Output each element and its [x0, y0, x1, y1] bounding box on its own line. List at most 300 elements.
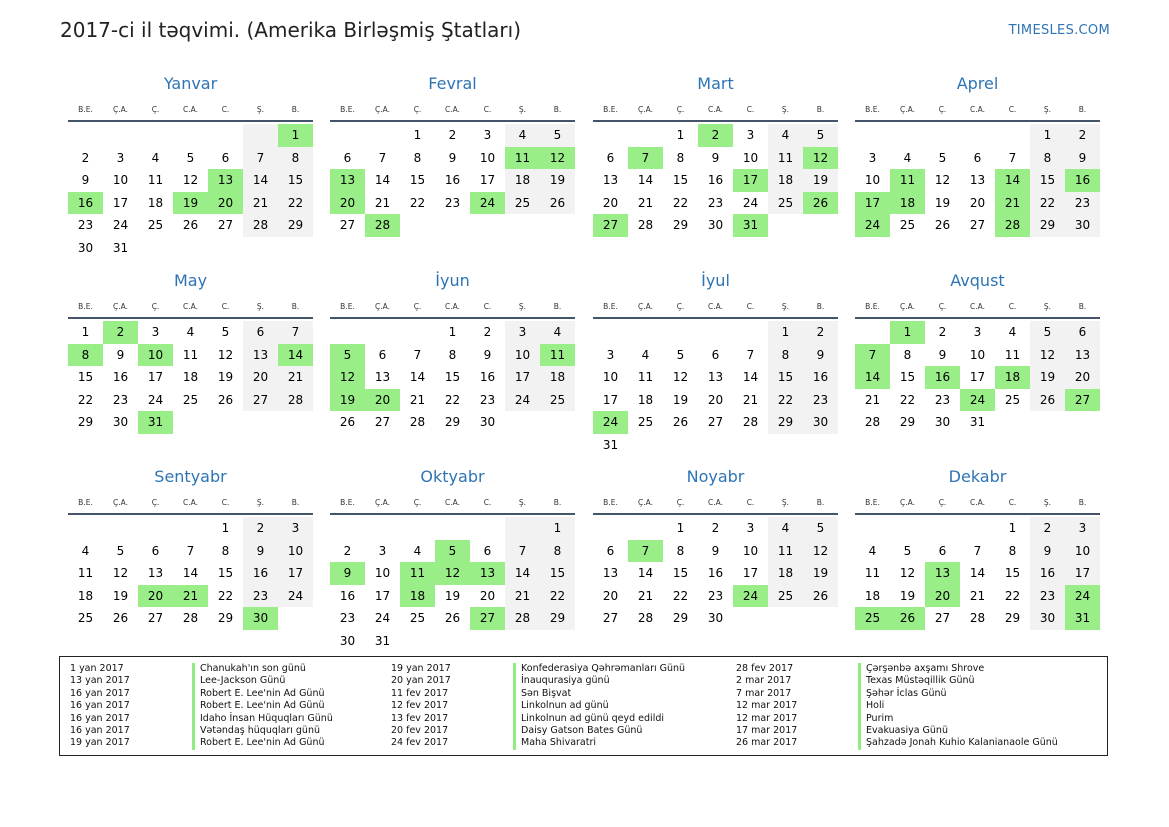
- day-cell: 23: [707, 195, 724, 210]
- weekday-label: B.E.: [865, 498, 880, 507]
- day-cell: 22: [768, 389, 803, 412]
- day-cell: 12: [803, 540, 838, 563]
- empty-day-cell: [330, 321, 365, 344]
- day-cell: 13: [707, 370, 724, 385]
- empty-day-cell: [138, 517, 173, 540]
- day-cell: 10: [112, 173, 129, 188]
- day-cell: 6: [973, 150, 982, 165]
- weekday-label: B.E.: [78, 498, 93, 507]
- weekday-label: Ç.: [413, 105, 422, 114]
- weekday-label: B.E.: [340, 105, 355, 114]
- day-cell: 6: [711, 347, 720, 362]
- day-cell: 25: [768, 192, 803, 215]
- holiday-day-cell: 8: [68, 344, 103, 367]
- day-cell: 19: [540, 169, 575, 192]
- day-cell: 22: [1030, 192, 1065, 215]
- holiday-day-cell: 16: [68, 192, 103, 215]
- holiday-day-cell: 27: [470, 607, 505, 630]
- holiday-day-cell: 20: [138, 585, 173, 608]
- day-cell: 25: [77, 611, 94, 626]
- weekday-label: B.E.: [340, 302, 355, 311]
- weekday-label: C.: [483, 498, 492, 507]
- day-cell: 1: [448, 325, 457, 340]
- weekday-label: Ç.A.: [637, 302, 653, 311]
- holiday-day-cell: 28: [365, 214, 400, 237]
- holiday-day-cell: 12: [540, 147, 575, 170]
- day-cell: 8: [676, 150, 685, 165]
- day-cell: 18: [505, 169, 540, 192]
- day-cell: 29: [672, 611, 689, 626]
- weekday-label: Ç.A.: [374, 302, 390, 311]
- day-cell: 5: [186, 150, 195, 165]
- day-cell: 10: [1065, 540, 1100, 563]
- weekday-label: B.: [553, 302, 562, 311]
- day-cell: 12: [899, 566, 916, 581]
- weekday-label: Ş.: [781, 302, 790, 311]
- holiday-name: Maha Shivaratri: [513, 737, 596, 749]
- holiday-name: Robert E. Lee'nin Ad Günü: [192, 700, 325, 712]
- day-cell: 10: [278, 540, 313, 563]
- site-link[interactable]: TIMESLES.COM: [1008, 23, 1110, 38]
- day-cell: 9: [448, 150, 457, 165]
- weekday-label: Ş.: [256, 498, 265, 507]
- day-cell: 10: [479, 150, 496, 165]
- weekday-label: B.E.: [603, 498, 618, 507]
- day-cell: 7: [186, 543, 195, 558]
- day-cell: 12: [182, 173, 199, 188]
- day-cell: 21: [243, 192, 278, 215]
- day-cell: 17: [278, 562, 313, 585]
- weekday-label: C.: [221, 498, 230, 507]
- day-cell: 27: [969, 218, 986, 233]
- holiday-date: 2 mar 2017: [736, 675, 792, 687]
- day-cell: 17: [969, 370, 986, 385]
- day-cell: 21: [969, 588, 986, 603]
- day-cell: 12: [934, 173, 951, 188]
- day-cell: 14: [969, 566, 986, 581]
- day-cell: 9: [1065, 147, 1100, 170]
- day-cell: 25: [505, 192, 540, 215]
- day-cell: 15: [1004, 566, 1021, 581]
- day-grid: [330, 517, 575, 652]
- day-cell: 6: [378, 347, 387, 362]
- day-cell: 7: [278, 321, 313, 344]
- day-cell: 18: [182, 370, 199, 385]
- holiday-name: Chanukah'ın son günü: [192, 663, 306, 675]
- month-name: Noyabr: [686, 467, 745, 486]
- day-cell: 18: [77, 588, 94, 603]
- month-name: Fevral: [428, 74, 477, 93]
- holiday-name: Evakuasiya Günü: [858, 725, 948, 737]
- day-cell: 12: [1030, 344, 1065, 367]
- holiday-day-cell: 14: [278, 344, 313, 367]
- day-cell: 29: [672, 218, 689, 233]
- month-3: [593, 72, 838, 237]
- holiday-day-cell: 24: [960, 389, 995, 412]
- day-cell: 23: [339, 611, 356, 626]
- holiday-day-cell: 21: [173, 585, 208, 608]
- day-cell: 30: [934, 415, 951, 430]
- holiday-day-cell: 14: [855, 366, 890, 389]
- day-cell: 13: [243, 344, 278, 367]
- day-cell: 29: [768, 411, 803, 434]
- weekday-label: B.: [1078, 302, 1087, 311]
- legend-row: [736, 675, 1058, 687]
- day-cell: 13: [1065, 344, 1100, 367]
- holiday-date: 19 yan 2017: [391, 663, 451, 674]
- day-cell: 5: [1030, 321, 1065, 344]
- holiday-day-cell: 24: [1065, 585, 1100, 608]
- day-cell: 9: [81, 173, 90, 188]
- day-cell: 3: [378, 543, 387, 558]
- holiday-day-cell: 30: [243, 607, 278, 630]
- weekday-label: B.: [1078, 105, 1087, 114]
- day-cell: 5: [803, 517, 838, 540]
- day-cell: 27: [934, 611, 951, 626]
- day-cell: 8: [903, 347, 912, 362]
- day-cell: 30: [112, 415, 129, 430]
- holiday-day-cell: 16: [1065, 169, 1100, 192]
- holiday-date: 11 fev 2017: [391, 687, 449, 699]
- weekday-label: Ç.A.: [112, 498, 128, 507]
- holiday-day-cell: 7: [628, 540, 663, 563]
- legend-row: [736, 713, 1058, 725]
- day-cell: 1: [81, 325, 90, 340]
- holiday-day-cell: 1: [890, 321, 925, 344]
- day-cell: 27: [147, 611, 164, 626]
- holiday-name: Lee-Jackson Günü: [192, 675, 285, 687]
- legend-row: [70, 663, 333, 675]
- day-cell: 13: [969, 173, 986, 188]
- day-cell: 19: [803, 169, 838, 192]
- day-cell: 3: [116, 150, 125, 165]
- day-cell: 28: [637, 611, 654, 626]
- day-cell: 10: [864, 173, 881, 188]
- day-cell: 31: [969, 415, 986, 430]
- day-cell: 7: [378, 150, 387, 165]
- day-cell: 26: [217, 392, 234, 407]
- holiday-day-cell: 27: [1065, 389, 1100, 412]
- weekday-label: Ç.A.: [899, 498, 915, 507]
- weekday-label: C.: [1008, 105, 1017, 114]
- holiday-day-cell: 11: [400, 562, 435, 585]
- empty-day-cell: [890, 124, 925, 147]
- month-name: Oktyabr: [420, 467, 485, 486]
- weekday-label: C.: [746, 105, 755, 114]
- holiday-name: Konfederasiya Qəhrəmanları Günü: [513, 663, 685, 675]
- weekday-label: B.E.: [865, 302, 880, 311]
- empty-day-cell: [365, 124, 400, 147]
- month-name: Mart: [697, 74, 734, 93]
- weekday-label: C.A.: [969, 105, 985, 114]
- day-cell: 5: [938, 150, 947, 165]
- holiday-day-cell: 24: [855, 214, 890, 237]
- day-cell: 5: [221, 325, 230, 340]
- day-grid: [68, 321, 313, 434]
- day-cell: 28: [864, 415, 881, 430]
- day-cell: 28: [742, 415, 759, 430]
- day-cell: 29: [540, 607, 575, 630]
- month-name: Yanvar: [163, 74, 218, 93]
- empty-day-cell: [68, 124, 103, 147]
- legend-row: [736, 737, 1058, 749]
- day-cell: 30: [1030, 607, 1065, 630]
- holiday-day-cell: 7: [628, 147, 663, 170]
- day-cell: 15: [409, 173, 426, 188]
- day-cell: 1: [1008, 521, 1017, 536]
- day-cell: 21: [278, 366, 313, 389]
- holiday-date: 12 mar 2017: [736, 700, 798, 712]
- day-grid: [855, 321, 1100, 434]
- day-cell: 28: [243, 214, 278, 237]
- holiday-date: 16 yan 2017: [70, 724, 130, 736]
- weekday-label: Ş.: [256, 302, 265, 311]
- empty-day-cell: [593, 321, 628, 344]
- day-cell: 6: [243, 321, 278, 344]
- empty-day-cell: [330, 517, 365, 540]
- weekday-label: C.A.: [444, 302, 460, 311]
- day-cell: 9: [1030, 540, 1065, 563]
- day-cell: 15: [540, 562, 575, 585]
- day-cell: 18: [864, 588, 881, 603]
- empty-day-cell: [698, 321, 733, 344]
- day-cell: 4: [1008, 325, 1017, 340]
- day-cell: 17: [602, 392, 619, 407]
- holiday-day-cell: 2: [103, 321, 138, 344]
- day-cell: 15: [217, 566, 234, 581]
- day-cell: 27: [374, 415, 391, 430]
- weekday-label: Ç.A.: [899, 302, 915, 311]
- month-name: Avqust: [950, 271, 1005, 290]
- day-cell: 25: [899, 218, 916, 233]
- day-cell: 16: [479, 370, 496, 385]
- weekday-label: B.: [816, 105, 825, 114]
- day-cell: 4: [186, 325, 195, 340]
- holiday-date: 26 mar 2017: [736, 737, 798, 749]
- holiday-name: Daisy Gatson Bates Günü: [513, 725, 642, 737]
- day-cell: 21: [505, 585, 540, 608]
- empty-day-cell: [628, 124, 663, 147]
- day-cell: 22: [409, 195, 426, 210]
- day-cell: 16: [112, 370, 129, 385]
- day-cell: 17: [112, 195, 129, 210]
- holiday-name: Holi: [858, 700, 884, 712]
- day-cell: 11: [768, 147, 803, 170]
- day-cell: 30: [1065, 214, 1100, 237]
- day-cell: 24: [374, 611, 391, 626]
- day-cell: 22: [540, 585, 575, 608]
- day-cell: 6: [343, 150, 352, 165]
- day-cell: 9: [243, 540, 278, 563]
- day-cell: 23: [479, 392, 496, 407]
- day-cell: 14: [505, 562, 540, 585]
- day-cell: 10: [374, 566, 391, 581]
- holiday-name: Linkolnun ad günü: [513, 700, 609, 712]
- day-cell: 9: [803, 344, 838, 367]
- empty-day-cell: [890, 517, 925, 540]
- legend-row: [70, 725, 333, 737]
- day-cell: 27: [339, 218, 356, 233]
- day-cell: 26: [1030, 389, 1065, 412]
- weekday-label: B.: [291, 105, 300, 114]
- day-cell: 18: [768, 562, 803, 585]
- day-cell: 30: [479, 415, 496, 430]
- day-cell: 14: [637, 566, 654, 581]
- day-cell: 31: [112, 240, 129, 255]
- day-cell: 22: [1004, 588, 1021, 603]
- day-cell: 22: [217, 588, 234, 603]
- holiday-name: Vətəndaş hüquqları günü: [192, 725, 320, 737]
- day-cell: 8: [540, 540, 575, 563]
- empty-day-cell: [855, 517, 890, 540]
- day-grid: [855, 517, 1100, 630]
- day-cell: 6: [1065, 321, 1100, 344]
- empty-day-cell: [435, 517, 470, 540]
- day-cell: 14: [374, 173, 391, 188]
- day-cell: 4: [505, 124, 540, 147]
- day-cell: 11: [768, 540, 803, 563]
- day-cell: 29: [217, 611, 234, 626]
- legend-row: [736, 725, 1058, 737]
- day-cell: 10: [742, 543, 759, 558]
- weekday-header: [330, 497, 575, 515]
- weekday-label: B.: [291, 498, 300, 507]
- day-cell: 24: [278, 585, 313, 608]
- holiday-day-cell: 20: [330, 192, 365, 215]
- day-cell: 16: [243, 562, 278, 585]
- day-cell: 25: [768, 585, 803, 608]
- holiday-day-cell: 7: [855, 344, 890, 367]
- day-cell: 26: [339, 415, 356, 430]
- day-cell: 30: [707, 611, 724, 626]
- month-7: [593, 269, 838, 456]
- holiday-day-cell: 28: [995, 214, 1030, 237]
- empty-day-cell: [400, 517, 435, 540]
- holiday-day-cell: 31: [138, 411, 173, 434]
- weekday-header: [593, 104, 838, 122]
- legend-row: [736, 663, 1058, 675]
- day-cell: 28: [278, 389, 313, 412]
- day-grid: [68, 124, 313, 259]
- day-cell: 4: [641, 347, 650, 362]
- day-cell: 16: [1030, 562, 1065, 585]
- day-cell: 22: [672, 588, 689, 603]
- day-cell: 8: [1008, 543, 1017, 558]
- day-cell: 6: [483, 543, 492, 558]
- empty-day-cell: [68, 517, 103, 540]
- day-cell: 6: [151, 543, 160, 558]
- weekday-header: [593, 301, 838, 319]
- legend-row: [736, 688, 1058, 700]
- day-cell: 17: [505, 366, 540, 389]
- day-cell: 19: [672, 392, 689, 407]
- day-cell: 18: [768, 169, 803, 192]
- day-cell: 28: [637, 218, 654, 233]
- holiday-day-cell: 11: [890, 169, 925, 192]
- month-name: Aprel: [956, 74, 999, 93]
- weekday-label: Ç.A.: [637, 498, 653, 507]
- day-cell: 28: [409, 415, 426, 430]
- day-cell: 4: [768, 517, 803, 540]
- weekday-label: B.E.: [603, 105, 618, 114]
- holiday-day-cell: 12: [803, 147, 838, 170]
- weekday-header: [593, 497, 838, 515]
- day-cell: 25: [147, 218, 164, 233]
- day-cell: 11: [77, 566, 94, 581]
- month-name: Dekabr: [948, 467, 1007, 486]
- day-cell: 12: [672, 370, 689, 385]
- day-cell: 26: [182, 218, 199, 233]
- holiday-name: Şahzadə Jonah Kuhio Kalanianaole Günü: [858, 737, 1058, 749]
- day-cell: 11: [637, 370, 654, 385]
- day-cell: 14: [182, 566, 199, 581]
- day-cell: 20: [707, 392, 724, 407]
- empty-day-cell: [925, 517, 960, 540]
- day-cell: 30: [339, 633, 356, 648]
- day-cell: 1: [221, 521, 230, 536]
- holiday-day-cell: 17: [733, 169, 768, 192]
- weekday-label: C.: [746, 302, 755, 311]
- day-grid: [855, 124, 1100, 237]
- holiday-day-cell: 26: [890, 607, 925, 630]
- day-cell: 10: [742, 150, 759, 165]
- day-cell: 3: [868, 150, 877, 165]
- weekday-label: Ş.: [518, 498, 527, 507]
- day-cell: 26: [112, 611, 129, 626]
- day-cell: 26: [803, 585, 838, 608]
- day-cell: 16: [339, 588, 356, 603]
- day-cell: 20: [602, 588, 619, 603]
- weekday-label: C.A.: [707, 105, 723, 114]
- day-cell: 23: [803, 389, 838, 412]
- day-cell: 15: [1030, 169, 1065, 192]
- page-title: 2017-ci il təqvimi. (Amerika Birləşmiş Ştatları): [60, 18, 522, 42]
- legend-row: [391, 675, 685, 687]
- legend-row: [70, 737, 333, 749]
- legend-row: [391, 725, 685, 737]
- month-5: [68, 269, 313, 434]
- month-name: May: [173, 271, 208, 290]
- day-cell: 12: [217, 347, 234, 362]
- day-cell: 8: [278, 147, 313, 170]
- weekday-label: Ç.: [938, 105, 947, 114]
- day-cell: 28: [505, 607, 540, 630]
- day-cell: 21: [374, 195, 391, 210]
- day-cell: 3: [483, 128, 492, 143]
- day-cell: 17: [479, 173, 496, 188]
- day-cell: 23: [1030, 585, 1065, 608]
- weekday-header: [855, 104, 1100, 122]
- holiday-date: 20 yan 2017: [391, 675, 451, 687]
- legend-row: [391, 737, 685, 749]
- month-name: İyun: [435, 271, 470, 290]
- day-cell: 18: [637, 392, 654, 407]
- empty-day-cell: [505, 517, 540, 540]
- day-cell: 31: [602, 437, 619, 452]
- day-cell: 2: [1030, 517, 1065, 540]
- month-8: [855, 269, 1100, 434]
- holiday-day-cell: 31: [733, 214, 768, 237]
- weekday-label: B.: [553, 105, 562, 114]
- holiday-day-cell: 12: [330, 366, 365, 389]
- day-grid: [593, 321, 838, 456]
- empty-day-cell: [960, 517, 995, 540]
- weekday-label: Ç.: [676, 302, 685, 311]
- holiday-day-cell: 21: [995, 192, 1030, 215]
- day-cell: 23: [112, 392, 129, 407]
- weekday-label: Ç.: [151, 302, 160, 311]
- weekday-label: B.E.: [340, 498, 355, 507]
